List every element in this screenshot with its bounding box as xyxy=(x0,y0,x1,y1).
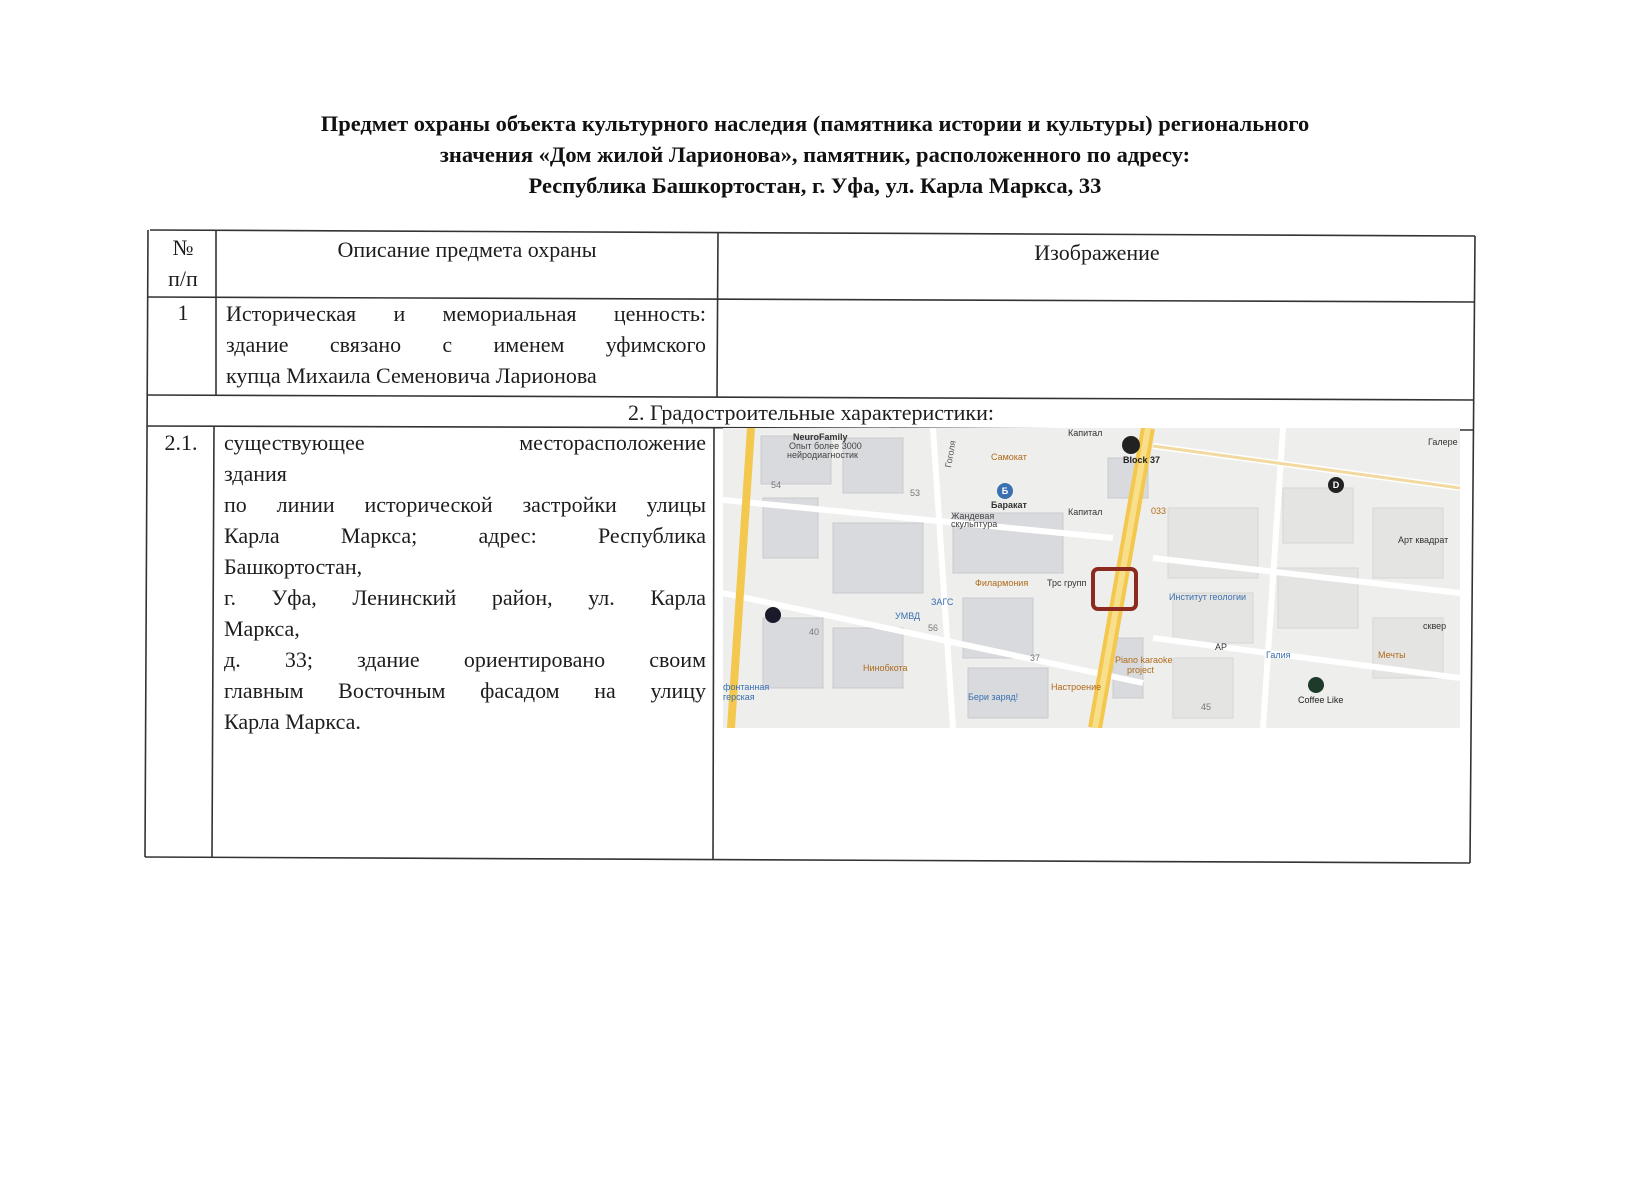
d-badge: D xyxy=(1332,480,1340,490)
row21-line-9: главным Восточным фасадом на улицу xyxy=(224,678,706,703)
map-label-neuro-sub2: нейродиагностик xyxy=(787,450,858,460)
row21-line-5: Башкортостан, xyxy=(224,554,363,579)
map-label-ap: AP xyxy=(1215,642,1228,652)
row1-description xyxy=(226,298,706,391)
map-label-culture-1: Жандевая xyxy=(951,511,995,521)
location-map xyxy=(723,428,1460,728)
row1-line-2: здание связано с именем уфимского xyxy=(226,332,706,357)
map-label-fontan-2: герская xyxy=(723,692,755,702)
header-number-symbol: № xyxy=(172,235,194,260)
row21-line-7: Маркса, xyxy=(224,616,300,641)
map-label-56: 56 xyxy=(928,623,939,633)
map-label-umvd: УМВД xyxy=(895,611,921,621)
row21-line-3: по линии исторической застройки улицы xyxy=(224,492,706,517)
map-label-kapital-top: Капитал xyxy=(1068,428,1103,438)
map-label-samokat: Самокат xyxy=(991,452,1027,462)
row21-number: 2.1. xyxy=(164,430,198,455)
map-label-art-kvadrat: Арт квадрат xyxy=(1398,535,1449,545)
row21-line-8: д. 33; здание ориентировано своим xyxy=(224,647,706,672)
map-label-nastroenie: Настроение xyxy=(1051,682,1102,692)
map-label-trc: Трс групп xyxy=(1047,578,1087,588)
map-label-45: 45 xyxy=(1201,702,1212,712)
row21-line-1: существующее месторасположение xyxy=(224,430,706,455)
header-number xyxy=(152,232,214,294)
row21-line-2: здания xyxy=(224,461,287,486)
map-label-033: 033 xyxy=(1151,506,1167,516)
title-line-3: Республика Башкортостан, г. Уфа, ул. Карла Маркса, 33 xyxy=(528,173,1102,198)
map-label-gogol: Гоголя xyxy=(943,439,958,469)
row21-line-4: Карла Маркса; адрес: Республика xyxy=(224,523,706,548)
map-canvas xyxy=(723,428,1460,728)
header-number-abbr: п/п xyxy=(168,266,198,291)
section-2-heading: 2. Градостроительные характеристики: xyxy=(628,400,994,425)
map-label-culture-2: скульптура xyxy=(951,519,998,529)
map-label-zags: ЗАГС xyxy=(931,597,954,607)
map-label-fontan-1: фонтанная xyxy=(723,682,770,692)
row1-line-1: Историческая и мемориальная ценность: xyxy=(226,301,706,326)
map-label-neuro-sub1: Опыт более 3000 xyxy=(789,441,862,451)
map-label-54: 54 xyxy=(771,480,782,490)
document-title xyxy=(160,108,1470,201)
row21-line-6: г. Уфа, Ленинский район, ул. Карла xyxy=(224,585,706,610)
row21-description xyxy=(224,427,706,737)
map-label-institut: Институт геологии xyxy=(1169,592,1247,602)
map-label-barakat: Баракат xyxy=(991,500,1027,510)
header-image: Изображение xyxy=(1034,240,1160,265)
map-label-gallia: Галия xyxy=(1266,650,1291,660)
map-label-karaoke-2: project xyxy=(1127,665,1155,675)
b-badge: Б xyxy=(1001,486,1009,496)
map-label-karaoke-1: Piano karaoke xyxy=(1115,655,1173,665)
map-label-neurofamily: NeuroFamily xyxy=(793,432,848,442)
row1-number: 1 xyxy=(177,300,189,325)
map-label-filarmonia: Филармония xyxy=(975,578,1029,588)
title-line-1: Предмет охраны объекта культурного наследия (памятника истории и культуры) регионального xyxy=(320,111,1310,136)
map-label-block37: Block 37 xyxy=(1123,455,1161,465)
map-label-mechty: Мечты xyxy=(1378,650,1406,660)
map-label-37: 37 xyxy=(1030,653,1041,663)
map-label-40: 40 xyxy=(809,627,820,637)
map-label-53: 53 xyxy=(910,488,921,498)
map-label-coffee: Coffee Like xyxy=(1298,695,1344,705)
map-label-beri: Бери заряд! xyxy=(968,692,1019,702)
header-description: Описание предмета охраны xyxy=(337,237,597,262)
row1-line-3: купца Михаила Семеновича Ларионова xyxy=(226,363,597,388)
map-label-ninobkota: Нинобкота xyxy=(863,663,908,673)
map-label-kapital-mid: Капитал xyxy=(1068,507,1103,517)
row21-line-10: Карла Маркса. xyxy=(224,709,361,734)
map-label-skver: сквер xyxy=(1423,621,1447,631)
map-label-galer: Галере xyxy=(1428,437,1458,447)
title-line-2: значения «Дом жилой Ларионова», памятник, расположенного по адресу: xyxy=(439,142,1191,167)
